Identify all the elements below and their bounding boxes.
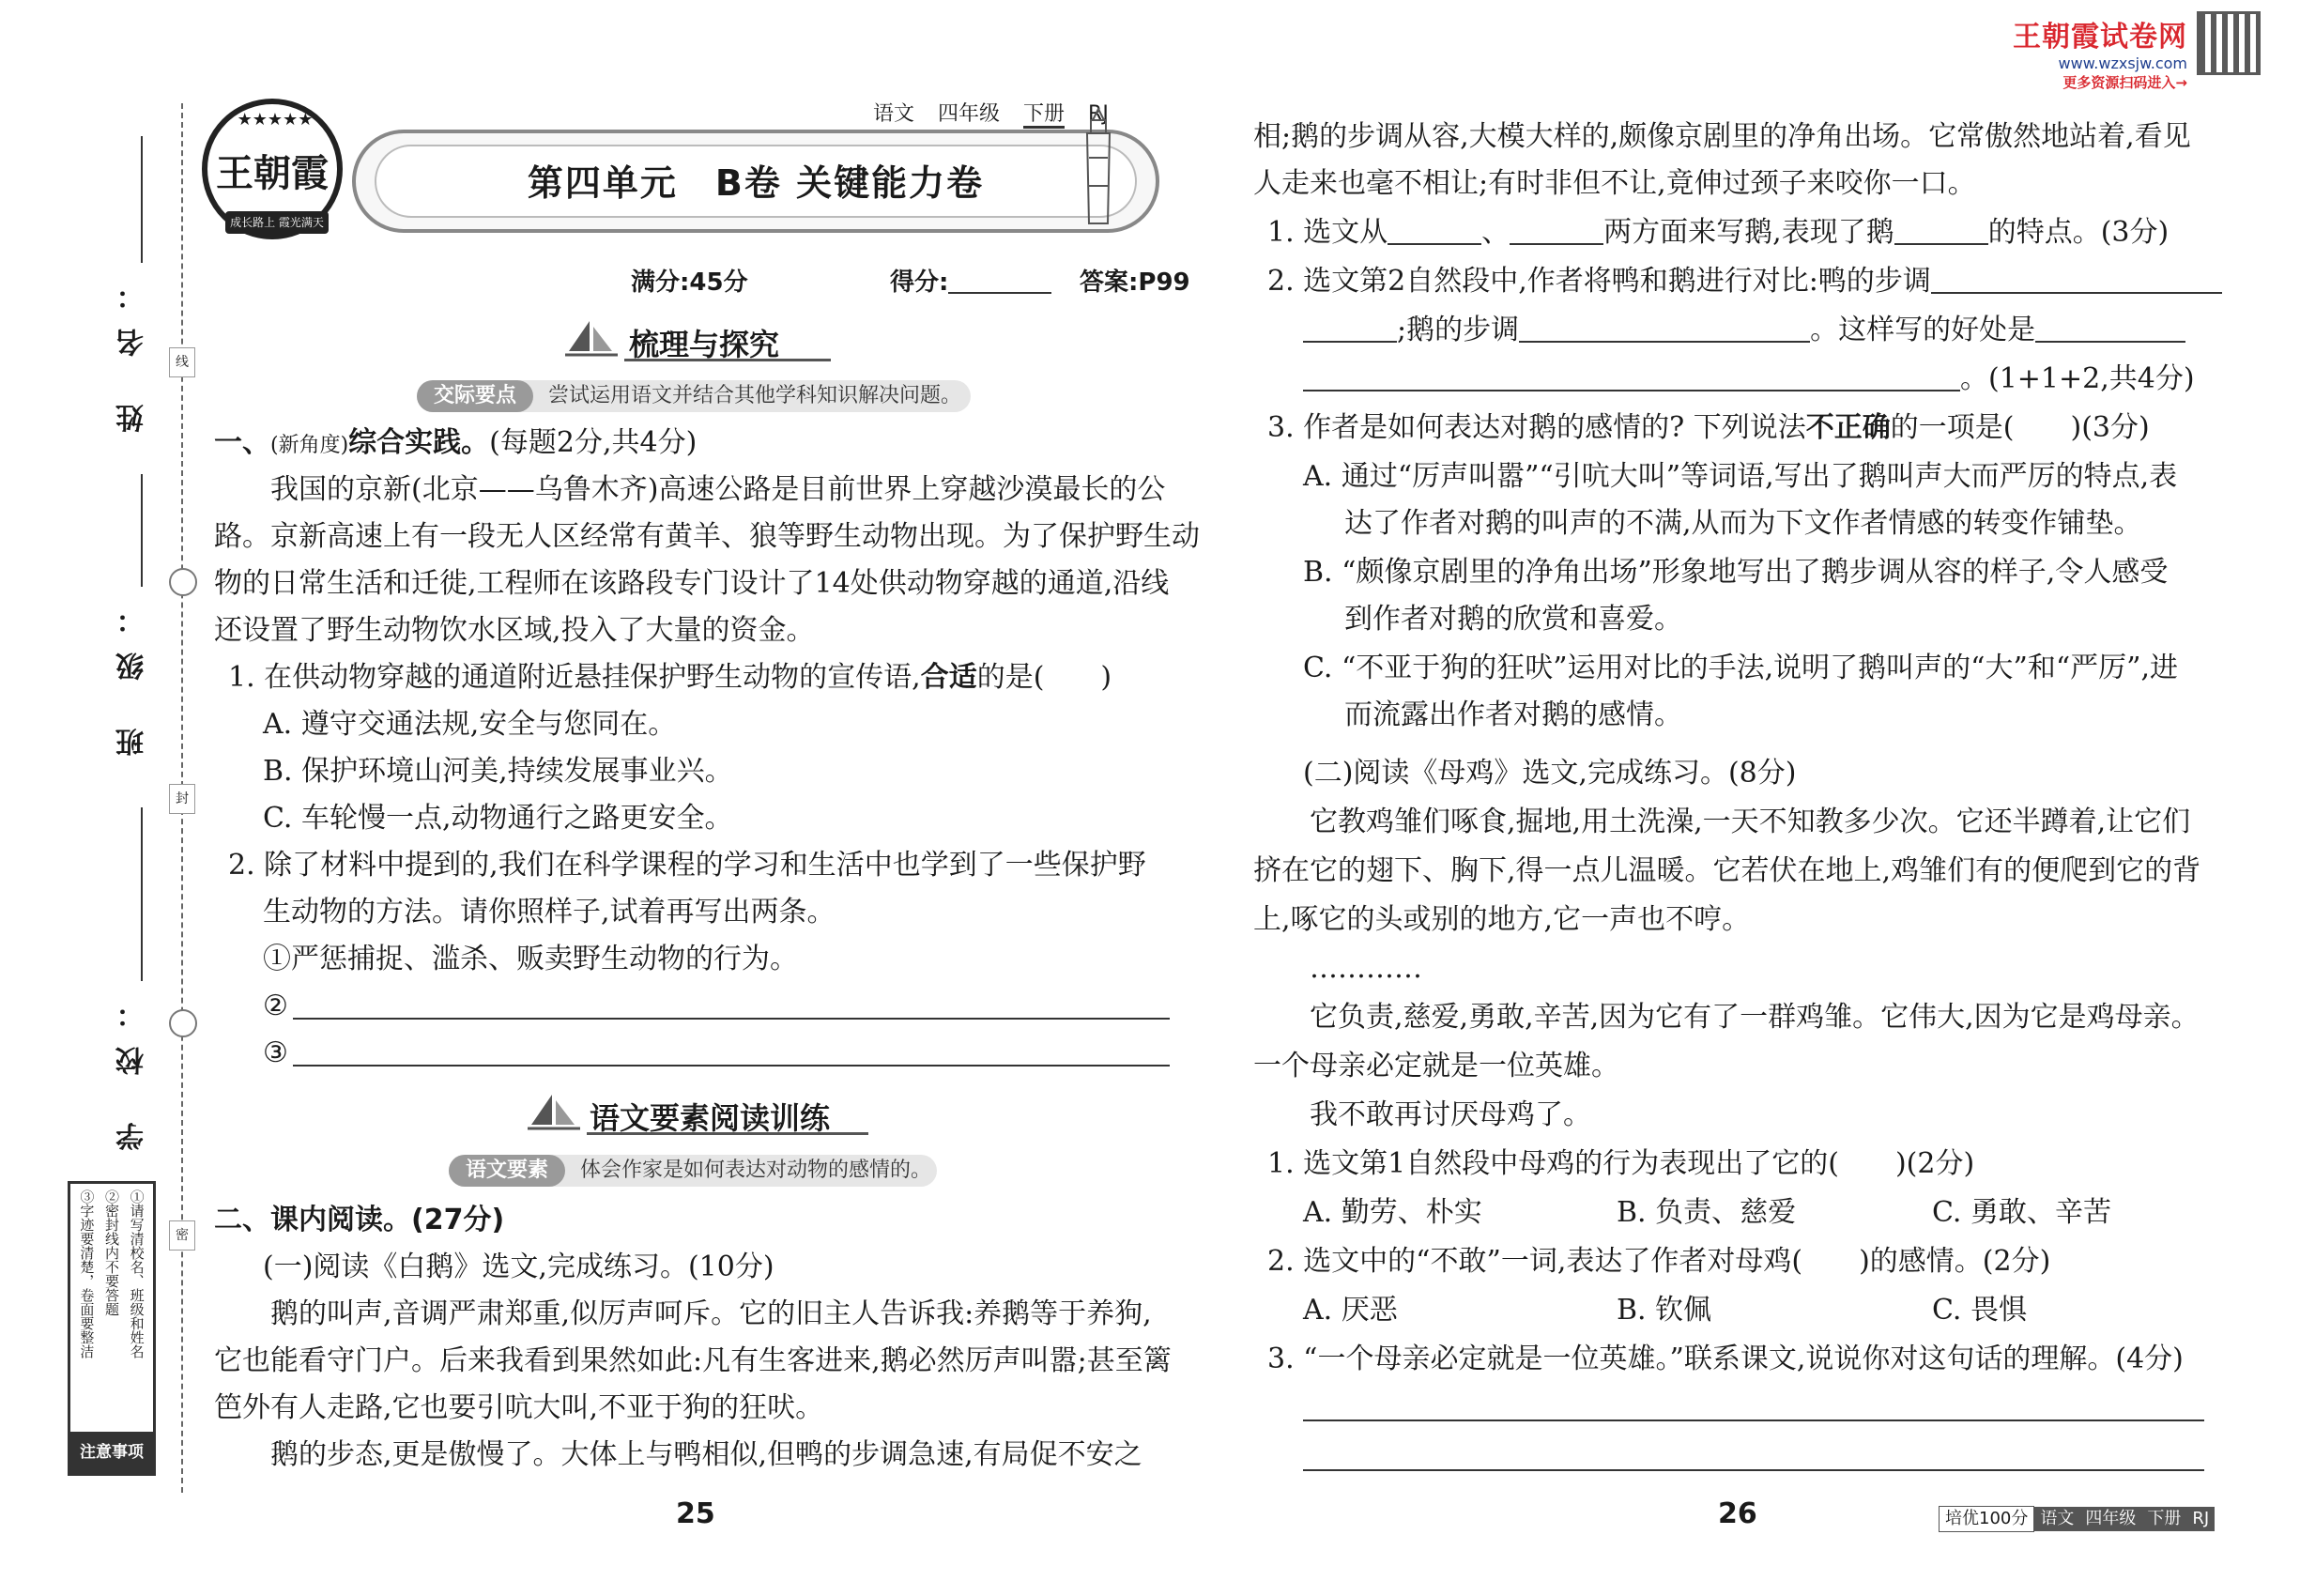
tag-volume: 下册 — [1023, 102, 1065, 129]
option-c[interactable]: C. 畏惧 — [1932, 1294, 2027, 1327]
tag-edition: RJ — [1088, 102, 1109, 126]
example-item: ①严惩捕捉、滥杀、贩卖野生动物的行为。 — [263, 943, 798, 975]
answer-ref: 答案:P99 — [1080, 269, 1190, 297]
answer-item-label: ③ — [263, 1036, 288, 1069]
seal-tag-line: 线 — [169, 347, 195, 377]
question-stem: 2. 选文中的“不敢”一词,表达了作者对母鸡( )的感情。(2分) — [1267, 1245, 2051, 1278]
page-title: 第四单元 B卷 关键能力卷 — [527, 162, 985, 204]
passage-line: 物的日常生活和迁徙,工程师在该路段专门设计了14处供动物穿越的通道,沿线 — [214, 567, 1170, 600]
passage-line: 上,啄它的头或别的地方,它一声也不哼。 — [1253, 903, 1751, 936]
question-stem: 1. 在供动物穿越的通道附近悬挂保护野生动物的宣传语,合适的是( ) — [228, 661, 1112, 694]
option-c[interactable]: C. 勇敢、辛苦 — [1932, 1196, 2111, 1229]
class-label: 班 级： — [116, 587, 149, 757]
answer-blank[interactable] — [1931, 264, 2222, 294]
notice-item: ②密封线内不要答题 — [102, 1189, 120, 1316]
lighthouse-icon — [1080, 101, 1117, 233]
option-b[interactable]: B. “颇像京剧里的净角出场”形象地写出了鹅步调从容的样子,令人感受 — [1303, 556, 2169, 589]
section-heading-reading: 语文要素阅读训练 — [590, 1100, 831, 1136]
logo-ribbon: 成长路上 霞光满天 — [225, 211, 329, 234]
seal-tag-seal: 封 — [169, 784, 195, 814]
name-label: 姓 名： — [116, 263, 149, 433]
answer-blank[interactable] — [1519, 313, 1810, 343]
score-label: 得分: — [890, 269, 949, 297]
seal-tag-dense: 密 — [169, 1220, 195, 1251]
question-heading: 二、课内阅读。(27分) — [214, 1204, 505, 1236]
option-a[interactable]: A. 勤劳、朴实 — [1303, 1196, 1482, 1229]
answer-blank[interactable] — [1303, 313, 1397, 343]
page-number-right: 26 — [1718, 1497, 1757, 1530]
passage-line: 我国的京新(北京——乌鲁木齐)高速公路是目前世界上穿越沙漠最长的公 — [270, 473, 1166, 506]
tip-bar — [449, 1155, 937, 1187]
sailboat-icon — [563, 319, 620, 359]
heading-underline — [587, 1132, 868, 1135]
tip-text: 体会作家是如何表达对动物的感情的。 — [580, 1159, 932, 1182]
sailboat-icon — [526, 1093, 582, 1132]
tip-bar — [417, 380, 971, 412]
binding-hole — [169, 1009, 197, 1037]
name-line[interactable] — [141, 136, 143, 263]
passage-line: 相;鹅的步调从容,大模大样的,颇像京剧里的净角出场。它常傲然地站着,看见 — [1253, 120, 2191, 153]
tag-subject: 语文 — [873, 102, 915, 126]
passage-line: 还设置了野生动物饮水区域,投入了大量的资金。 — [214, 614, 815, 647]
full-score: 满分:45分 — [631, 269, 748, 297]
class-line[interactable] — [141, 474, 143, 587]
option-b-cont: 到作者对鹅的欣赏和喜爱。 — [1344, 603, 1682, 636]
question-stem: 。(1+1+2,共4分) — [1303, 361, 2195, 398]
part-title: (二)阅读《母鸡》选文,完成练习。(8分) — [1303, 757, 1797, 790]
footer-series-tag: 培优100分 语文 四年级 下册 RJ — [1939, 1506, 2215, 1530]
option-c[interactable]: C. 车轮慢一点,动物通行之路更安全。 — [263, 802, 733, 835]
passage-line: 它教鸡雏们啄食,掘地,用土洗澡,一天不知教多少次。它还半蹲着,让它们 — [1310, 806, 2191, 838]
option-c[interactable]: C. “不亚于狗的狂吠”运用对比的手法,说明了鹅叫声的“大”和“严厉”,进 — [1303, 652, 2179, 684]
answer-blank[interactable] — [2035, 313, 2185, 343]
binding-hole — [169, 568, 197, 596]
answer-blank[interactable] — [1510, 215, 1603, 245]
notice-title: 注意事项 — [70, 1432, 153, 1473]
question-stem: 1. 选文第1自然段中母鸡的行为表现出了它的( )(2分) — [1267, 1147, 1975, 1180]
school-label: 学 校： — [116, 981, 149, 1151]
option-c-cont: 而流露出作者对鹅的感情。 — [1344, 698, 1682, 731]
passage-line: 笆外有人走路,它也要引吭大叫,不亚于狗的狂吠。 — [214, 1391, 824, 1424]
answer-line[interactable] — [293, 1018, 1170, 1020]
passage-line: 它也能看守门户。后来我看到果然如此:凡有生客进来,鹅必然厉声叫嚣;甚至篱 — [214, 1344, 1172, 1377]
option-a[interactable]: A. 厌恶 — [1303, 1294, 1398, 1327]
option-b[interactable]: B. 钦佩 — [1617, 1294, 1712, 1327]
passage-line: 鹅的叫声,音调严肃郑重,似厉声呵斥。它的旧主人告诉我:养鹅等于养狗, — [270, 1297, 1152, 1330]
heading-underline — [624, 359, 831, 361]
tip-badge: 交际要点 — [417, 380, 533, 412]
answer-line[interactable] — [1303, 1420, 2204, 1421]
score-blank[interactable] — [948, 264, 1051, 294]
passage-line: 它负责,慈爱,勇敢,辛苦,因为它有了一群鸡雏。它伟大,因为它是鸡母亲。 — [1310, 1001, 2200, 1034]
option-a[interactable]: A. 通过“厉声叫嚣”“引吭大叫”等词语,写出了鹅叫声大而严厉的特点,表 — [1303, 460, 2178, 493]
question-stem: 2. 选文第2自然段中,作者将鸭和鹅进行对比:鸭的步调 — [1267, 263, 2222, 300]
qr-code-icon[interactable] — [2197, 11, 2261, 75]
title-banner — [352, 130, 1159, 233]
passage-line: 路。京新高速上有一段无人区经常有黄羊、狼等野生动物出现。为了保护野生动 — [214, 520, 1200, 553]
answer-item-label: ② — [263, 990, 288, 1022]
question-stem: 生动物的方法。请你照样子,试着再写出两条。 — [263, 896, 836, 928]
ellipsis-line: ………… — [1310, 952, 1422, 985]
brand-title: 王朝霞试卷网 — [2013, 21, 2187, 54]
question-stem: 3. 作者是如何表达对鹅的感情的? 下列说法不正确的一项是( )(3分) — [1267, 411, 2150, 444]
answer-line[interactable] — [293, 1065, 1170, 1067]
answer-blank[interactable] — [1303, 361, 1960, 391]
notice-box — [68, 1181, 156, 1476]
passage-line: 鹅的步态,更是傲慢了。大体上与鸭相似,但鸭的步调急速,有局促不安之 — [270, 1438, 1142, 1471]
tag-grade: 四年级 — [938, 102, 1001, 126]
section-heading-explore: 梳理与探究 — [629, 327, 780, 362]
logo-text: 王朝霞 — [216, 151, 329, 195]
score-field — [890, 263, 1051, 298]
question-stem: 2. 除了材料中提到的,我们在科学课程的学习和生活中也学到了一些保护野 — [228, 849, 1146, 882]
part-title: (一)阅读《白鹅》选文,完成练习。(10分) — [263, 1251, 774, 1283]
question-stem: 1. 选文从 、 两方面来写鹅,表现了鹅 的特点。(3分) — [1267, 216, 2170, 249]
school-line[interactable] — [141, 807, 143, 981]
passage-line: 挤在它的翅下、胸下,得一点儿温暖。它若伏在地上,鸡雏们有的便爬到它的背 — [1253, 854, 2201, 887]
notice-item: ①请写清校名、班级和姓名 — [128, 1189, 146, 1358]
passage-line: 我不敢再讨厌母鸡了。 — [1310, 1098, 1591, 1131]
tip-badge: 语文要素 — [449, 1155, 565, 1187]
brand-sub: 更多资源扫码进入→ — [2062, 74, 2187, 91]
question-stem: ;鹅的步调 。这样写的好处是 — [1303, 312, 2185, 349]
option-b[interactable]: B. 负责、慈爱 — [1617, 1196, 1797, 1229]
answer-blank[interactable] — [1894, 215, 1988, 245]
brand-banner[interactable] — [1971, 13, 2187, 92]
option-a[interactable]: A. 遵守交通法规,安全与您同在。 — [263, 708, 677, 741]
answer-line[interactable] — [1303, 1469, 2204, 1471]
passage-line: 一个母亲必定就是一位英雄。 — [1253, 1050, 1619, 1082]
question-stem: 3. “一个母亲必定就是一位英雄。”联系课文,说说你对这句话的理解。(4分) — [1267, 1343, 2184, 1375]
page-number-left: 25 — [676, 1497, 715, 1530]
option-a-cont: 达了作者对鹅的叫声的不满,从而为下文作者情感的转变作铺垫。 — [1344, 507, 2142, 540]
tip-text: 尝试运用语文并结合其他学科知识解决问题。 — [548, 384, 962, 407]
option-b[interactable]: B. 保护环境山河美,持续发展事业兴。 — [263, 755, 733, 788]
passage-line: 人走来也毫不相让;有时非但不让,竟伸过颈子来咬你一口。 — [1253, 167, 1976, 200]
new-angle-tag: (新角度) — [270, 434, 349, 457]
answer-blank[interactable] — [1388, 215, 1481, 245]
notice-item: ③字迹要清楚，卷面要整洁 — [78, 1189, 96, 1358]
brand-url: www.wzxsjw.com — [2058, 54, 2187, 72]
logo-stars: ★★★★★ — [237, 110, 314, 130]
question-heading: 一、(新角度)综合实践。(每题2分,共4分) — [214, 426, 698, 459]
